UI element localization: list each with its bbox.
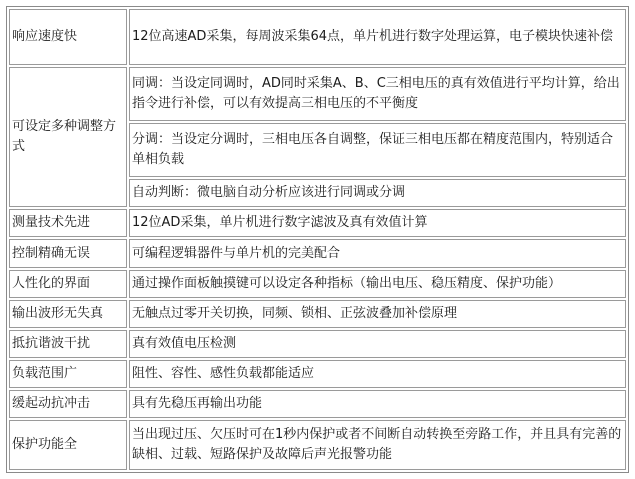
table-row	[9, 420, 626, 470]
feature-name: 输出波形无失真	[9, 300, 127, 328]
table-row	[9, 330, 626, 358]
feature-name: 控制精确无误	[9, 239, 127, 267]
feature-description: 12位AD采集，单片机进行数字滤波及真有效值计算	[129, 209, 626, 237]
table-row	[9, 9, 626, 65]
table-row	[9, 209, 626, 237]
table-row	[9, 67, 626, 121]
feature-description: 具有先稳压再输出功能	[129, 390, 626, 418]
feature-description: 真有效值电压检测	[129, 330, 626, 358]
feature-name: 响应速度快	[9, 9, 127, 65]
feature-name: 可设定多种调整方式	[9, 67, 127, 207]
table-row	[9, 270, 626, 298]
feature-description: 可编程逻辑器件与单片机的完美配合	[129, 239, 626, 267]
feature-name: 测量技术先进	[9, 209, 127, 237]
feature-name: 抵抗谐波干扰	[9, 330, 127, 358]
feature-description: 同调：当设定同调时，AD同时采集A、B、C三相电压的真有效值进行平均计算，给出指令进行补偿，可以有效提高三相电压的不平衡度	[129, 67, 626, 121]
feature-name: 保护功能全	[9, 420, 127, 470]
feature-description: 阻性、容性、感性负载都能适应	[129, 360, 626, 388]
table-row	[9, 390, 626, 418]
feature-description: 分调：当设定分调时，三相电压各自调整，保证三相电压都在精度范围内，特别适合单相负载	[129, 123, 626, 177]
feature-description: 当出现过压、欠压时可在1秒内保护或者不间断自动转换至旁路工作，并且具有完善的缺相、过载、短路保护及故障后声光报警功能	[129, 420, 626, 470]
feature-description: 自动判断：微电脑自动分析应该进行同调或分调	[129, 179, 626, 207]
feature-description: 12位高速AD采集，每周波采集64点，单片机进行数字处理运算，电子模块快速补偿	[129, 9, 626, 65]
feature-description: 通过操作面板触摸键可以设定各种指标（输出电压、稳压精度、保护功能）	[129, 270, 626, 298]
table-row	[9, 300, 626, 328]
spec-table-container	[6, 6, 629, 473]
table-row	[9, 360, 626, 388]
feature-name: 人性化的界面	[9, 270, 127, 298]
feature-name: 负载范围广	[9, 360, 127, 388]
feature-description: 无触点过零开关切换，同频、锁相、正弦波叠加补偿原理	[129, 300, 626, 328]
feature-table	[6, 6, 629, 473]
table-row	[9, 239, 626, 267]
feature-name: 缓起动抗冲击	[9, 390, 127, 418]
